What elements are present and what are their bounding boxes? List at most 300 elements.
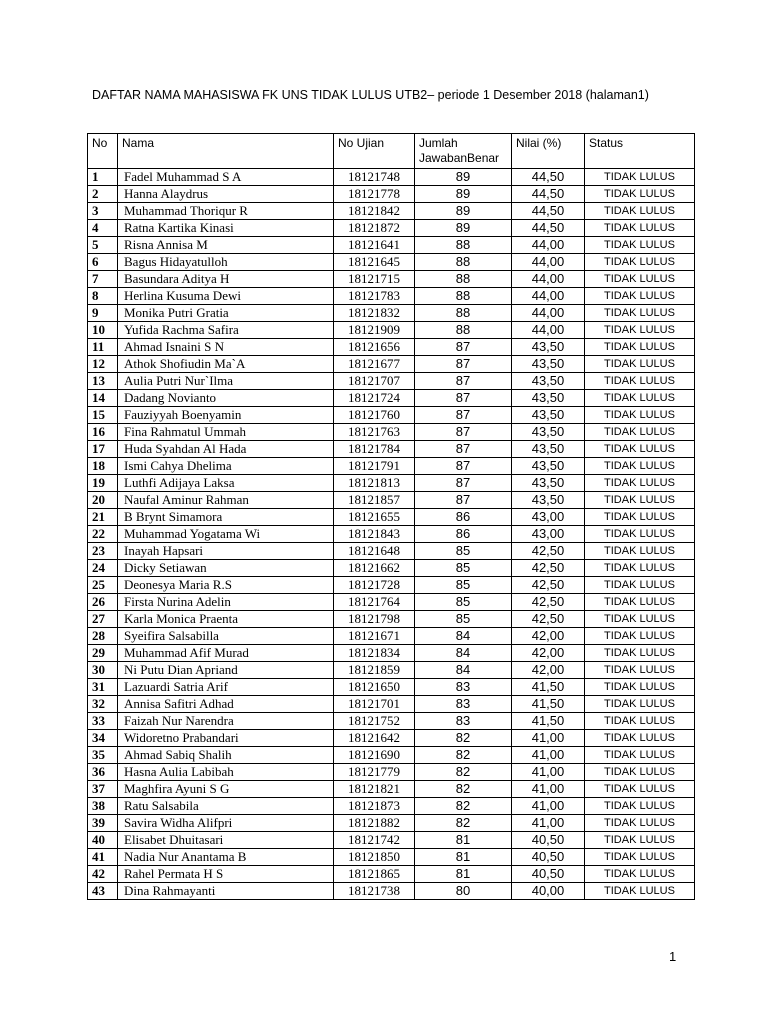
cell-nilai: 41,00	[512, 815, 585, 832]
cell-status: TIDAK LULUS	[585, 560, 695, 577]
cell-nama: Muhammad Thoriqur R	[118, 203, 334, 220]
cell-nilai: 41,00	[512, 798, 585, 815]
cell-nilai: 44,50	[512, 169, 585, 186]
cell-no-ujian: 18121779	[334, 764, 415, 781]
cell-no: 31	[88, 679, 118, 696]
cell-no-ujian: 18121857	[334, 492, 415, 509]
table-row	[88, 883, 695, 900]
cell-nilai: 44,00	[512, 288, 585, 305]
table-row	[88, 543, 695, 560]
cell-no-ujian: 18121791	[334, 458, 415, 475]
cell-status: TIDAK LULUS	[585, 645, 695, 662]
cell-jumlah-jawaban-benar: 87	[415, 339, 512, 356]
cell-nilai: 43,50	[512, 492, 585, 509]
cell-nama: Rahel Permata H S	[118, 866, 334, 883]
cell-no: 25	[88, 577, 118, 594]
cell-no: 37	[88, 781, 118, 798]
cell-nama: Nadia Nur Anantama B	[118, 849, 334, 866]
cell-nama: Savira Widha Alifpri	[118, 815, 334, 832]
cell-no: 9	[88, 305, 118, 322]
cell-no: 13	[88, 373, 118, 390]
cell-no: 27	[88, 611, 118, 628]
cell-no: 14	[88, 390, 118, 407]
table-row	[88, 781, 695, 798]
cell-nilai: 41,00	[512, 781, 585, 798]
cell-nilai: 43,50	[512, 339, 585, 356]
table-row	[88, 288, 695, 305]
cell-nilai: 43,00	[512, 526, 585, 543]
cell-no-ujian: 18121760	[334, 407, 415, 424]
cell-no-ujian: 18121701	[334, 696, 415, 713]
cell-no-ujian: 18121784	[334, 441, 415, 458]
table-header-row	[88, 134, 695, 169]
table-row	[88, 764, 695, 781]
cell-nilai: 44,00	[512, 237, 585, 254]
cell-jumlah-jawaban-benar: 85	[415, 577, 512, 594]
cell-nama: Luthfi Adijaya Laksa	[118, 475, 334, 492]
table-row	[88, 475, 695, 492]
cell-no: 22	[88, 526, 118, 543]
page-number: 1	[669, 949, 677, 964]
cell-no: 4	[88, 220, 118, 237]
header-nilai: Nilai (%)	[512, 134, 585, 169]
table-row	[88, 696, 695, 713]
cell-status: TIDAK LULUS	[585, 679, 695, 696]
cell-nilai: 43,50	[512, 441, 585, 458]
cell-no: 10	[88, 322, 118, 339]
cell-no: 29	[88, 645, 118, 662]
cell-no: 43	[88, 883, 118, 900]
cell-no: 15	[88, 407, 118, 424]
cell-no: 1	[88, 169, 118, 186]
cell-jumlah-jawaban-benar: 80	[415, 883, 512, 900]
cell-no: 30	[88, 662, 118, 679]
table-row	[88, 509, 695, 526]
cell-no-ujian: 18121650	[334, 679, 415, 696]
cell-no: 42	[88, 866, 118, 883]
cell-status: TIDAK LULUS	[585, 866, 695, 883]
cell-jumlah-jawaban-benar: 82	[415, 815, 512, 832]
cell-no: 17	[88, 441, 118, 458]
cell-status: TIDAK LULUS	[585, 407, 695, 424]
table-row	[88, 492, 695, 509]
cell-nama: Hanna Alaydrus	[118, 186, 334, 203]
cell-status: TIDAK LULUS	[585, 764, 695, 781]
cell-nilai: 43,50	[512, 373, 585, 390]
table-row	[88, 713, 695, 730]
cell-nama: Ahmad Sabiq Shalih	[118, 747, 334, 764]
table-row	[88, 305, 695, 322]
cell-status: TIDAK LULUS	[585, 356, 695, 373]
cell-status: TIDAK LULUS	[585, 373, 695, 390]
cell-no-ujian: 18121850	[334, 849, 415, 866]
cell-nilai: 43,50	[512, 356, 585, 373]
cell-nama: Ratna Kartika Kinasi	[118, 220, 334, 237]
cell-no: 6	[88, 254, 118, 271]
cell-nilai: 40,50	[512, 866, 585, 883]
cell-nilai: 42,00	[512, 645, 585, 662]
cell-status: TIDAK LULUS	[585, 577, 695, 594]
cell-no-ujian: 18121783	[334, 288, 415, 305]
cell-no: 35	[88, 747, 118, 764]
cell-status: TIDAK LULUS	[585, 781, 695, 798]
cell-nama: Basundara Aditya H	[118, 271, 334, 288]
cell-nilai: 43,50	[512, 407, 585, 424]
cell-nama: Lazuardi Satria Arif	[118, 679, 334, 696]
cell-nama: B Brynt Simamora	[118, 509, 334, 526]
cell-status: TIDAK LULUS	[585, 798, 695, 815]
cell-jumlah-jawaban-benar: 88	[415, 305, 512, 322]
table-row	[88, 645, 695, 662]
document-title: DAFTAR NAMA MAHASISWA FK UNS TIDAK LULUS UTB2– periode 1 Desember 2018 (halaman1)	[92, 88, 649, 102]
cell-no-ujian: 18121763	[334, 424, 415, 441]
cell-jumlah-jawaban-benar: 84	[415, 628, 512, 645]
cell-no: 33	[88, 713, 118, 730]
cell-no: 38	[88, 798, 118, 815]
cell-nilai: 41,00	[512, 747, 585, 764]
header-status: Status	[585, 134, 695, 169]
table-row	[88, 322, 695, 339]
table-row	[88, 458, 695, 475]
cell-nama: Risna Annisa M	[118, 237, 334, 254]
cell-no-ujian: 18121728	[334, 577, 415, 594]
cell-no: 19	[88, 475, 118, 492]
cell-no-ujian: 18121690	[334, 747, 415, 764]
cell-nama: Ismi Cahya Dhelima	[118, 458, 334, 475]
cell-no-ujian: 18121859	[334, 662, 415, 679]
cell-status: TIDAK LULUS	[585, 594, 695, 611]
cell-no-ujian: 18121642	[334, 730, 415, 747]
cell-status: TIDAK LULUS	[585, 169, 695, 186]
cell-no-ujian: 18121821	[334, 781, 415, 798]
cell-jumlah-jawaban-benar: 85	[415, 543, 512, 560]
cell-no-ujian: 18121707	[334, 373, 415, 390]
header-jumlah-jawaban-benar: Jumlah JawabanBenar	[415, 134, 512, 169]
cell-status: TIDAK LULUS	[585, 730, 695, 747]
cell-no: 28	[88, 628, 118, 645]
table-row	[88, 662, 695, 679]
cell-no-ujian: 18121738	[334, 883, 415, 900]
cell-nilai: 43,50	[512, 390, 585, 407]
cell-no-ujian: 18121865	[334, 866, 415, 883]
cell-no-ujian: 18121742	[334, 832, 415, 849]
cell-jumlah-jawaban-benar: 84	[415, 645, 512, 662]
cell-jumlah-jawaban-benar: 85	[415, 594, 512, 611]
cell-nama: Maghfira Ayuni S G	[118, 781, 334, 798]
cell-no-ujian: 18121882	[334, 815, 415, 832]
cell-jumlah-jawaban-benar: 88	[415, 322, 512, 339]
cell-nama: Fadel Muhammad S A	[118, 169, 334, 186]
cell-jumlah-jawaban-benar: 88	[415, 237, 512, 254]
cell-no: 39	[88, 815, 118, 832]
cell-no: 3	[88, 203, 118, 220]
cell-status: TIDAK LULUS	[585, 271, 695, 288]
cell-status: TIDAK LULUS	[585, 254, 695, 271]
table-row	[88, 866, 695, 883]
cell-nama: Aulia Putri Nur`Ilma	[118, 373, 334, 390]
cell-no: 21	[88, 509, 118, 526]
cell-no-ujian: 18121655	[334, 509, 415, 526]
cell-nilai: 44,50	[512, 186, 585, 203]
cell-nilai: 43,50	[512, 424, 585, 441]
table-row	[88, 186, 695, 203]
cell-nilai: 42,50	[512, 543, 585, 560]
cell-status: TIDAK LULUS	[585, 492, 695, 509]
cell-nama: Muhammad Afif Murad	[118, 645, 334, 662]
table-row	[88, 220, 695, 237]
cell-jumlah-jawaban-benar: 85	[415, 560, 512, 577]
table-row	[88, 390, 695, 407]
cell-no-ujian: 18121677	[334, 356, 415, 373]
table-row	[88, 271, 695, 288]
cell-status: TIDAK LULUS	[585, 288, 695, 305]
cell-nama: Elisabet Dhuitasari	[118, 832, 334, 849]
cell-jumlah-jawaban-benar: 81	[415, 832, 512, 849]
header-no: No	[88, 134, 118, 169]
cell-no: 8	[88, 288, 118, 305]
header-no-ujian: No Ujian	[334, 134, 415, 169]
table-row	[88, 730, 695, 747]
cell-nama: Dicky Setiawan	[118, 560, 334, 577]
cell-no-ujian: 18121645	[334, 254, 415, 271]
cell-jumlah-jawaban-benar: 81	[415, 849, 512, 866]
cell-nilai: 44,50	[512, 203, 585, 220]
cell-jumlah-jawaban-benar: 87	[415, 492, 512, 509]
cell-jumlah-jawaban-benar: 87	[415, 424, 512, 441]
cell-nilai: 44,50	[512, 220, 585, 237]
header-nama: Nama	[118, 134, 334, 169]
cell-nilai: 42,50	[512, 577, 585, 594]
cell-nilai: 44,00	[512, 271, 585, 288]
cell-status: TIDAK LULUS	[585, 662, 695, 679]
cell-jumlah-jawaban-benar: 82	[415, 798, 512, 815]
cell-no-ujian: 18121834	[334, 645, 415, 662]
cell-no: 5	[88, 237, 118, 254]
cell-status: TIDAK LULUS	[585, 475, 695, 492]
cell-no-ujian: 18121748	[334, 169, 415, 186]
table-row	[88, 798, 695, 815]
cell-no-ujian: 18121724	[334, 390, 415, 407]
cell-nilai: 42,00	[512, 662, 585, 679]
cell-nama: Athok Shofiudin Ma`A	[118, 356, 334, 373]
table-row	[88, 203, 695, 220]
cell-no: 36	[88, 764, 118, 781]
cell-no-ujian: 18121715	[334, 271, 415, 288]
cell-nilai: 41,00	[512, 764, 585, 781]
cell-no: 18	[88, 458, 118, 475]
cell-no: 23	[88, 543, 118, 560]
table-row	[88, 560, 695, 577]
cell-no-ujian: 18121752	[334, 713, 415, 730]
cell-no: 20	[88, 492, 118, 509]
table-row	[88, 747, 695, 764]
cell-status: TIDAK LULUS	[585, 458, 695, 475]
cell-nilai: 40,50	[512, 832, 585, 849]
cell-jumlah-jawaban-benar: 83	[415, 679, 512, 696]
cell-nilai: 41,50	[512, 696, 585, 713]
cell-nama: Monika Putri Gratia	[118, 305, 334, 322]
cell-status: TIDAK LULUS	[585, 390, 695, 407]
cell-nilai: 42,50	[512, 560, 585, 577]
cell-no-ujian: 18121872	[334, 220, 415, 237]
cell-jumlah-jawaban-benar: 84	[415, 662, 512, 679]
cell-nilai: 43,00	[512, 509, 585, 526]
cell-nama: Ahmad Isnaini S N	[118, 339, 334, 356]
cell-nama: Faizah Nur Narendra	[118, 713, 334, 730]
cell-no: 41	[88, 849, 118, 866]
cell-jumlah-jawaban-benar: 82	[415, 764, 512, 781]
table-row	[88, 169, 695, 186]
table-row	[88, 611, 695, 628]
cell-nilai: 44,00	[512, 322, 585, 339]
cell-no: 12	[88, 356, 118, 373]
cell-nilai: 43,50	[512, 475, 585, 492]
cell-jumlah-jawaban-benar: 87	[415, 373, 512, 390]
table-row	[88, 339, 695, 356]
cell-nama: Naufal Aminur Rahman	[118, 492, 334, 509]
table-row	[88, 237, 695, 254]
cell-status: TIDAK LULUS	[585, 543, 695, 560]
cell-no-ujian: 18121764	[334, 594, 415, 611]
cell-nama: Annisa Safitri Adhad	[118, 696, 334, 713]
table-body	[88, 169, 695, 900]
cell-status: TIDAK LULUS	[585, 220, 695, 237]
cell-jumlah-jawaban-benar: 87	[415, 407, 512, 424]
cell-status: TIDAK LULUS	[585, 509, 695, 526]
cell-status: TIDAK LULUS	[585, 713, 695, 730]
cell-no-ujian: 18121813	[334, 475, 415, 492]
cell-status: TIDAK LULUS	[585, 339, 695, 356]
cell-no-ujian: 18121662	[334, 560, 415, 577]
cell-status: TIDAK LULUS	[585, 815, 695, 832]
cell-status: TIDAK LULUS	[585, 883, 695, 900]
cell-nama: Fina Rahmatul Ummah	[118, 424, 334, 441]
cell-status: TIDAK LULUS	[585, 424, 695, 441]
cell-jumlah-jawaban-benar: 88	[415, 288, 512, 305]
cell-no-ujian: 18121641	[334, 237, 415, 254]
cell-nilai: 44,00	[512, 254, 585, 271]
cell-jumlah-jawaban-benar: 87	[415, 458, 512, 475]
table-row	[88, 373, 695, 390]
cell-no-ujian: 18121832	[334, 305, 415, 322]
cell-status: TIDAK LULUS	[585, 696, 695, 713]
cell-status: TIDAK LULUS	[585, 849, 695, 866]
cell-nilai: 41,50	[512, 713, 585, 730]
cell-jumlah-jawaban-benar: 89	[415, 203, 512, 220]
cell-status: TIDAK LULUS	[585, 305, 695, 322]
table-row	[88, 849, 695, 866]
cell-status: TIDAK LULUS	[585, 441, 695, 458]
cell-no-ujian: 18121778	[334, 186, 415, 203]
cell-nama: Muhammad Yogatama Wi	[118, 526, 334, 543]
table-row	[88, 356, 695, 373]
cell-nama: Yufida Rachma Safira	[118, 322, 334, 339]
cell-jumlah-jawaban-benar: 82	[415, 781, 512, 798]
cell-nama: Bagus Hidayatulloh	[118, 254, 334, 271]
cell-nilai: 42,50	[512, 611, 585, 628]
cell-nilai: 44,00	[512, 305, 585, 322]
cell-jumlah-jawaban-benar: 83	[415, 696, 512, 713]
cell-no-ujian: 18121671	[334, 628, 415, 645]
cell-no-ujian: 18121656	[334, 339, 415, 356]
cell-jumlah-jawaban-benar: 87	[415, 475, 512, 492]
cell-nama: Syeifira Salsabilla	[118, 628, 334, 645]
cell-nama: Fauziyyah Boenyamin	[118, 407, 334, 424]
table-row	[88, 526, 695, 543]
cell-status: TIDAK LULUS	[585, 832, 695, 849]
cell-no-ujian: 18121842	[334, 203, 415, 220]
cell-nama: Dina Rahmayanti	[118, 883, 334, 900]
cell-nama: Hasna Aulia Labibah	[118, 764, 334, 781]
table-row	[88, 577, 695, 594]
cell-jumlah-jawaban-benar: 86	[415, 526, 512, 543]
cell-nilai: 40,50	[512, 849, 585, 866]
table-row	[88, 254, 695, 271]
cell-jumlah-jawaban-benar: 87	[415, 441, 512, 458]
cell-status: TIDAK LULUS	[585, 628, 695, 645]
table-row	[88, 424, 695, 441]
cell-status: TIDAK LULUS	[585, 203, 695, 220]
cell-nilai: 40,00	[512, 883, 585, 900]
cell-no: 32	[88, 696, 118, 713]
cell-status: TIDAK LULUS	[585, 322, 695, 339]
cell-jumlah-jawaban-benar: 82	[415, 730, 512, 747]
student-table	[87, 133, 695, 900]
cell-nilai: 41,50	[512, 679, 585, 696]
cell-jumlah-jawaban-benar: 88	[415, 271, 512, 288]
cell-nama: Huda Syahdan Al Hada	[118, 441, 334, 458]
cell-no-ujian: 18121873	[334, 798, 415, 815]
cell-no: 16	[88, 424, 118, 441]
cell-jumlah-jawaban-benar: 81	[415, 866, 512, 883]
cell-nama: Ni Putu Dian Apriand	[118, 662, 334, 679]
table-row	[88, 441, 695, 458]
cell-status: TIDAK LULUS	[585, 186, 695, 203]
table-row	[88, 832, 695, 849]
cell-nama: Karla Monica Praenta	[118, 611, 334, 628]
cell-nama: Widoretno Prabandari	[118, 730, 334, 747]
cell-status: TIDAK LULUS	[585, 237, 695, 254]
cell-jumlah-jawaban-benar: 89	[415, 169, 512, 186]
cell-nama: Dadang Novianto	[118, 390, 334, 407]
cell-nilai: 43,50	[512, 458, 585, 475]
cell-no: 24	[88, 560, 118, 577]
cell-nama: Deonesya Maria R.S	[118, 577, 334, 594]
cell-nilai: 42,00	[512, 628, 585, 645]
cell-nilai: 42,50	[512, 594, 585, 611]
table-row	[88, 815, 695, 832]
table-row	[88, 594, 695, 611]
cell-no: 26	[88, 594, 118, 611]
table-row	[88, 407, 695, 424]
cell-nama: Ratu Salsabila	[118, 798, 334, 815]
cell-jumlah-jawaban-benar: 87	[415, 356, 512, 373]
cell-status: TIDAK LULUS	[585, 611, 695, 628]
cell-no: 40	[88, 832, 118, 849]
cell-jumlah-jawaban-benar: 86	[415, 509, 512, 526]
table-row	[88, 628, 695, 645]
table-row	[88, 679, 695, 696]
cell-no: 11	[88, 339, 118, 356]
cell-jumlah-jawaban-benar: 89	[415, 220, 512, 237]
cell-no-ujian: 18121648	[334, 543, 415, 560]
cell-no: 7	[88, 271, 118, 288]
cell-status: TIDAK LULUS	[585, 747, 695, 764]
cell-nilai: 41,00	[512, 730, 585, 747]
cell-no: 2	[88, 186, 118, 203]
cell-no-ujian: 18121909	[334, 322, 415, 339]
cell-jumlah-jawaban-benar: 89	[415, 186, 512, 203]
